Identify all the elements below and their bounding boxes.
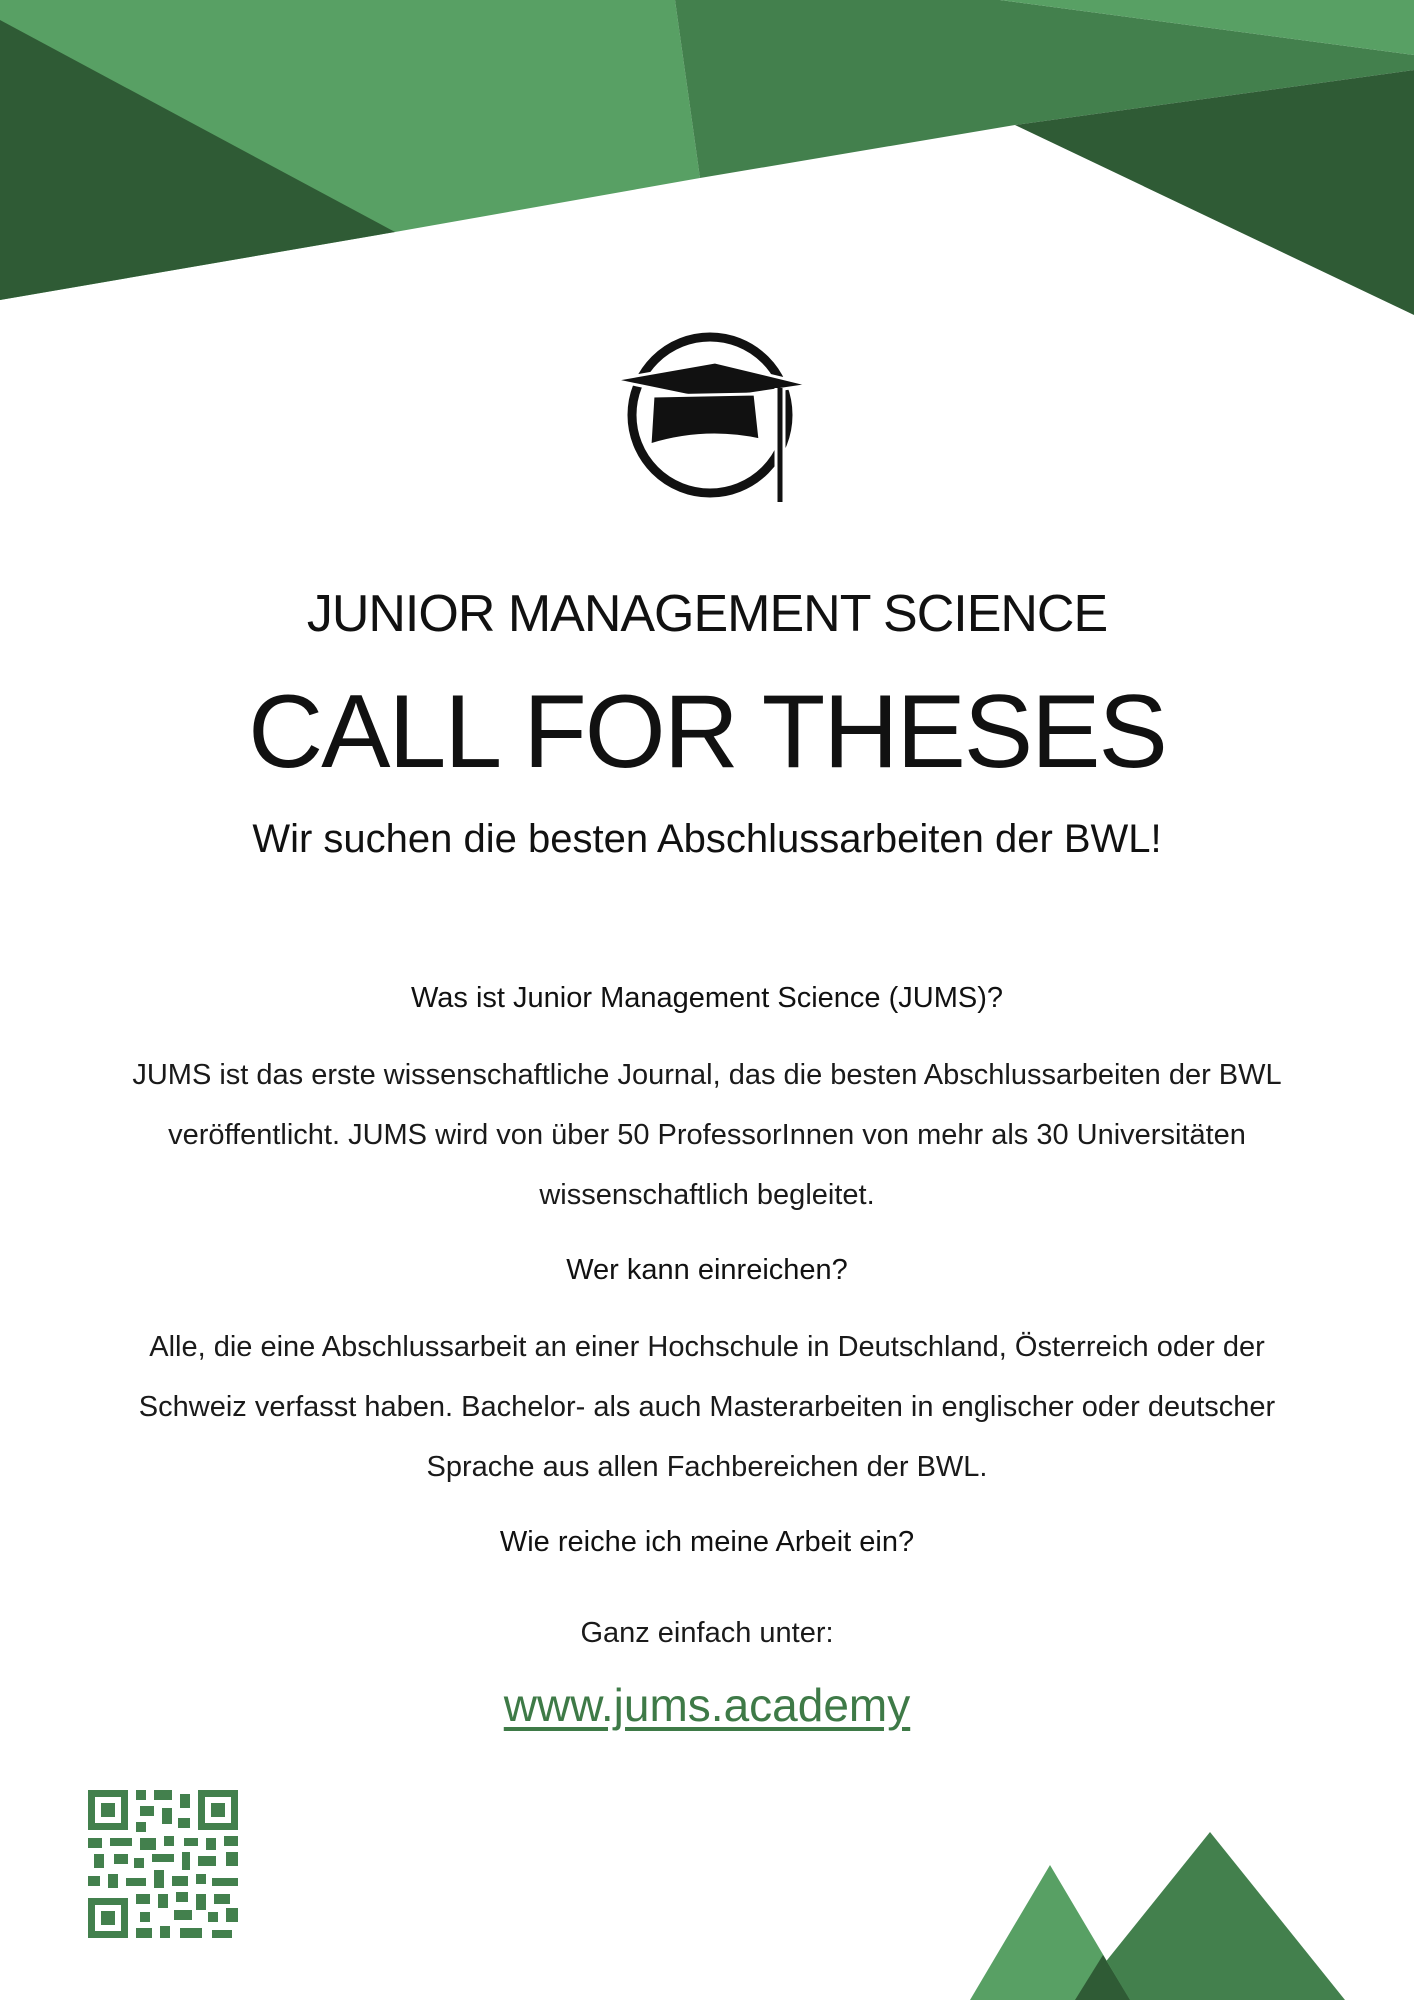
page-title: CALL FOR THESES [248,674,1166,790]
text-line: Schweiz verfasst haben. Bachelor- als auch Masterarbeiten in englischer oder deutscher [138,1391,1276,1423]
text-line: Ganz einfach unter: [580,1617,834,1649]
answer-how-to-submit [110,1603,1304,1663]
question-what-is-jums: Was ist Junior Management Science (JUMS)? [410,982,1004,1014]
text-line: Sprache aus allen Fachbereichen der BWL. [426,1451,988,1483]
website-link[interactable]: www.jums.academy [503,1679,911,1731]
qr-code[interactable] [88,1790,238,1938]
text-line: veröffentlicht. JUMS wird von über 50 ProfessorInnen von mehr als 30 Universitäten [168,1119,1246,1151]
answer-who-can-submit [110,1317,1304,1497]
text-line: Alle, die eine Abschlussarbeit an einer Hochschule in Deutschland, Österreich oder der [149,1331,1265,1363]
graduation-cap-icon [605,320,815,510]
text-line: JUMS ist das erste wissenschaftliche Journal, das die besten Abschlussarbeiten der BWL [132,1059,1282,1091]
question-who-can-submit: Wer kann einreichen? [566,1254,848,1286]
tagline: Wir suchen die besten Abschlussarbeiten der BWL! [252,817,1162,861]
question-how-to-submit: Wie reiche ich meine Arbeit ein? [499,1526,915,1558]
text-line: wissenschaftlich begleitet. [539,1179,875,1211]
journal-name: JUNIOR MANAGEMENT SCIENCE [306,585,1108,643]
answer-what-is-jums [110,1045,1304,1225]
bottom-triangle-right [1075,1832,1345,2000]
